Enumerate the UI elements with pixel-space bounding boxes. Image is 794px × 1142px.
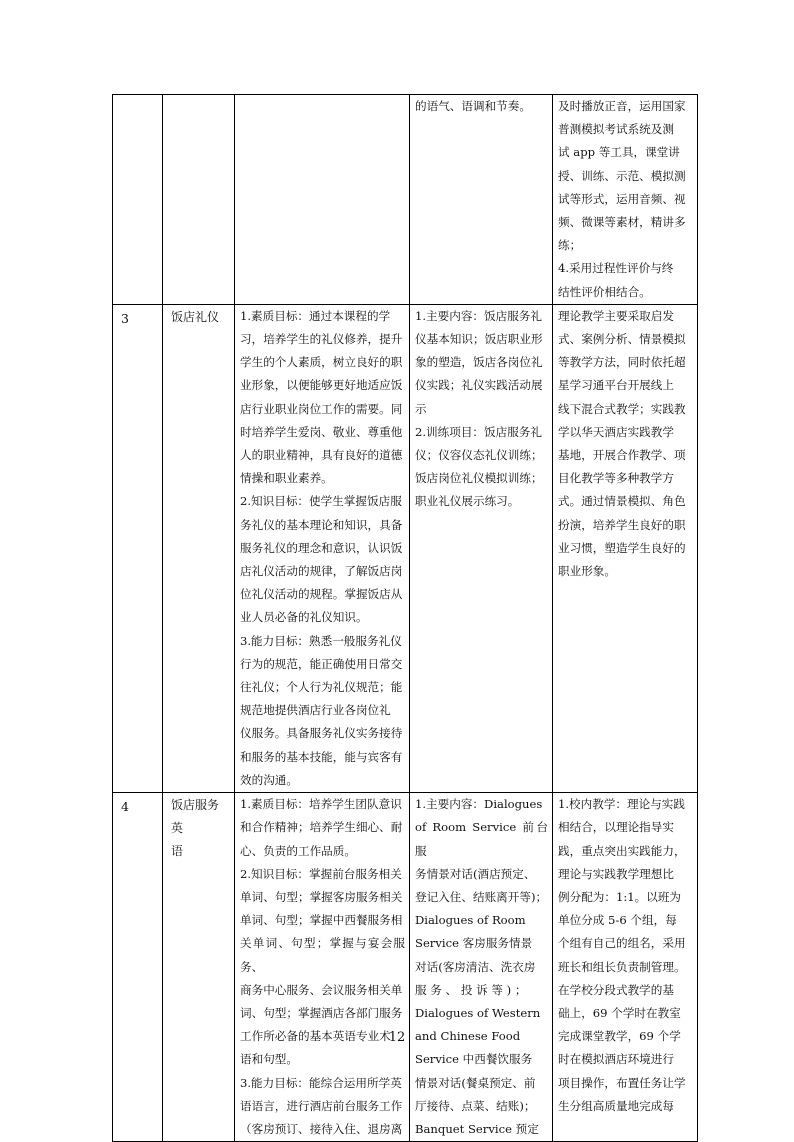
course-number-cell: 4 — [113, 793, 163, 1142]
content-cell: 1.主要内容：Dialogues of Room Service 前台服 务情景对话(酒店预定、 登记入住、结账离开等)； Dialogues of Room Service 客房服务情景 对话(客房清洁、洗衣房 服 务 、 投 诉 等 ) ； Dialogues of Western and Chinese Food Service 中西餐饮服务 情景对话(餐桌预定、前 厅接待、点菜、结账)； Banquet Service 预定 — [410, 793, 553, 1142]
course-name-cell: 饭店礼仪 — [163, 304, 235, 792]
course-name-cell: 饭店服务英 语 — [163, 793, 235, 1142]
table-row — [113, 95, 698, 305]
page-number: 12 — [388, 1030, 406, 1045]
content-cell: 的语气、语调和节奏。 — [410, 95, 553, 305]
course-name-cell — [163, 95, 235, 305]
table-row — [113, 793, 698, 1142]
objectives-cell — [235, 95, 410, 305]
course-number-cell — [113, 95, 163, 305]
methods-cell: 1.校内教学：理论与实践 相结合，以理论指导实 践，重点突出实践能力， 理论与实践教学理想比 例分配为：1:1。以班为 单位分成 5-6 个组，每 个组有自己的组名，采用 班长和组长负责制管理。 在学校分段式教学的基 础上，69 个学时在教室 完成课堂教学，69 个学 时在模拟酒店环境进行 项目操作，布置任务让学 生分组高质量地完成每 — [553, 793, 698, 1142]
methods-cell: 理论教学主要采取启发 式、案例分析、情景模拟 等教学方法，同时依托超 星学习通平台开展线上 线下混合式教学；实践教 学以华天酒店实践教学 基地，开展合作教学、项 目化教学等多种教学方 式。通过情景模拟、角色 扮演，培养学生良好的职 业习惯，塑造学生良好的 职业形象。 — [553, 304, 698, 792]
objectives-cell: 1.素质目标：通过本课程的学 习，培养学生的礼仪修养，提升 学生的个人素质，树立良好的职 业形象，以便能够更好地适应饭 店行业职业岗位工作的需要。同 时培养学生爱岗、敬业、尊重他 人的职业精神，具有良好的道德 情操和职业素养。 2.知识目标：使学生掌握饭店服 务礼仪的基本理论和知识，具备 服务礼仪的理念和意识，认识饭 店礼仪活动的规律，了解饭店岗 位礼仪活动的规程。掌握饭店从 业人员必备的礼仪知识。 3.能力目标：熟悉一般服务礼仪 行为的规范，能正确使用日常交 往礼仪；个人行为礼仪规范；能 规范地提供酒店行业各岗位礼 仪服务。具备服务礼仪实务接待 和服务的基本技能，能与宾客有 效的沟通。 — [235, 304, 410, 792]
objectives-cell: 1.素质目标：培养学生团队意识 和合作精神；培养学生细心、耐 心、负责的工作品质。 2.知识目标：掌握前台服务相关 单词、句型；掌握客房服务相关 单词、句型；掌握中西餐服务相 关单词、句型；掌握与宴会服务、 商务中心服务、会议服务相关单 词、句型；掌握酒店各部门服务 工作所必备的基本英语专业术 语和句型。 3.能力目标：能综合运用所学英 语语言，进行酒店前台服务工作 （客房预订、接待入住、退房离 — [235, 793, 410, 1142]
table-row — [113, 304, 698, 792]
curriculum-table — [112, 94, 698, 1142]
methods-cell: 及时播放正音，运用国家 普测模拟考试系统及测 试 app 等工具，课堂讲 授、训练、示范、模拟测 试等形式，运用音频、视 频、微课等素材，精讲多 练； 4.采用过程性评价与终 结性评价相结合。 — [553, 95, 698, 305]
content-cell: 1.主要内容：饭店服务礼 仪基本知识；饭店职业形 象的塑造，饭店各岗位礼 仪实践；礼仪实践活动展 示 2.训练项目：饭店服务礼 仪；仪容仪态礼仪训练； 饭店岗位礼仪模拟训练； 职业礼仪展示练习。 — [410, 304, 553, 792]
course-number-cell: 3 — [113, 304, 163, 792]
